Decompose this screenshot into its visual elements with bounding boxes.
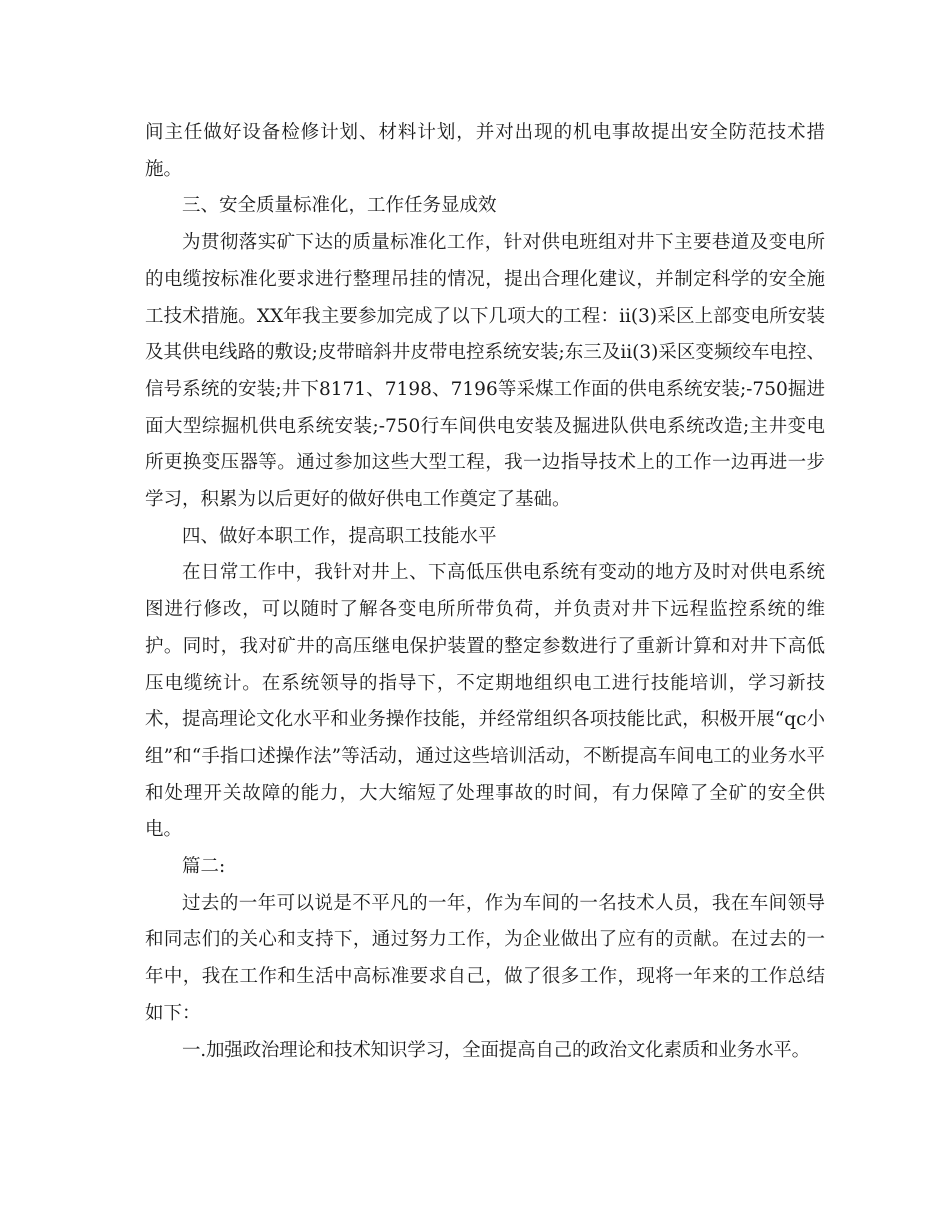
paragraph-continued: 间主任做好设备检修计划、材料计划，并对出现的机电事故提出安全防范技术措施。 [145, 122, 825, 180]
paragraph-past-year: 过去的一年可以说是不平凡的一年，作为车间的一名技术人员，我在车间领导和同志们的关心和支持下，通过努力工作，为企业做出了应有的贡献。在过去的一年中，我在工作和生活中高标准要求自己，做了很多工作，现将一年来的工作总结如下： [145, 892, 825, 1024]
paragraph-quality-standard: 为贯彻落实矿下达的质量标准化工作，针对供电班组对井下主要巷道及变电所的电缆按标准化要求进行整理吊挂的情况，提出合理化建议，并制定科学的安全施工技术措施。XX年我主要参加完成了以下几项大的工程：ii(3)采区上部变电所安装及其供电线路的敷设;皮带暗斜井皮带电控系统安装;东三及ii(3)采区变频绞车电控、信号系统的安装;井下8171、7198、7196等采煤工作面的供电系统安装;-750掘进面大型综掘机供电系统安装;-750行车间供电安装及掘进队供电系统改造;主井变电所更换变压器等。通过参加这些大型工程，我一边指导技术上的工作一边再进一步学习，积累为以后更好的做好供电工作奠定了基础。 [145, 232, 825, 511]
document-body [145, 115, 825, 1069]
section-heading-4: 四、做好本职工作，提高职工技能水平 [182, 525, 497, 547]
section-heading-1: 一.加强政治理论和技术知识学习，全面提高自己的政治文化素质和业务水平。 [182, 1039, 810, 1061]
section-heading-3: 三、安全质量标准化，工作任务显成效 [182, 195, 497, 217]
part-two-heading: 篇二: [182, 856, 226, 878]
paragraph-daily-work: 在日常工作中，我针对井上、下高低压供电系统有变动的地方及时对供电系统图进行修改，可以随时了解各变电所所带负荷，并负责对井下远程监控系统的维护。同时，我对矿井的高压继电保护装置的整定参数进行了重新计算和对井下高低压电缆统计。在系统领导的指导下，不定期地组织电工进行技能培训，学习新技术，提高理论文化水平和业务操作技能，并经常组织各项技能比武，积极开展“qc小组”和“手指口述操作法”等活动，通过这些培训活动，不断提高车间电工的业务水平和处理开关故障的能力，大大缩短了处理事故的时间，有力保障了全矿的安全供电。 [145, 562, 825, 841]
